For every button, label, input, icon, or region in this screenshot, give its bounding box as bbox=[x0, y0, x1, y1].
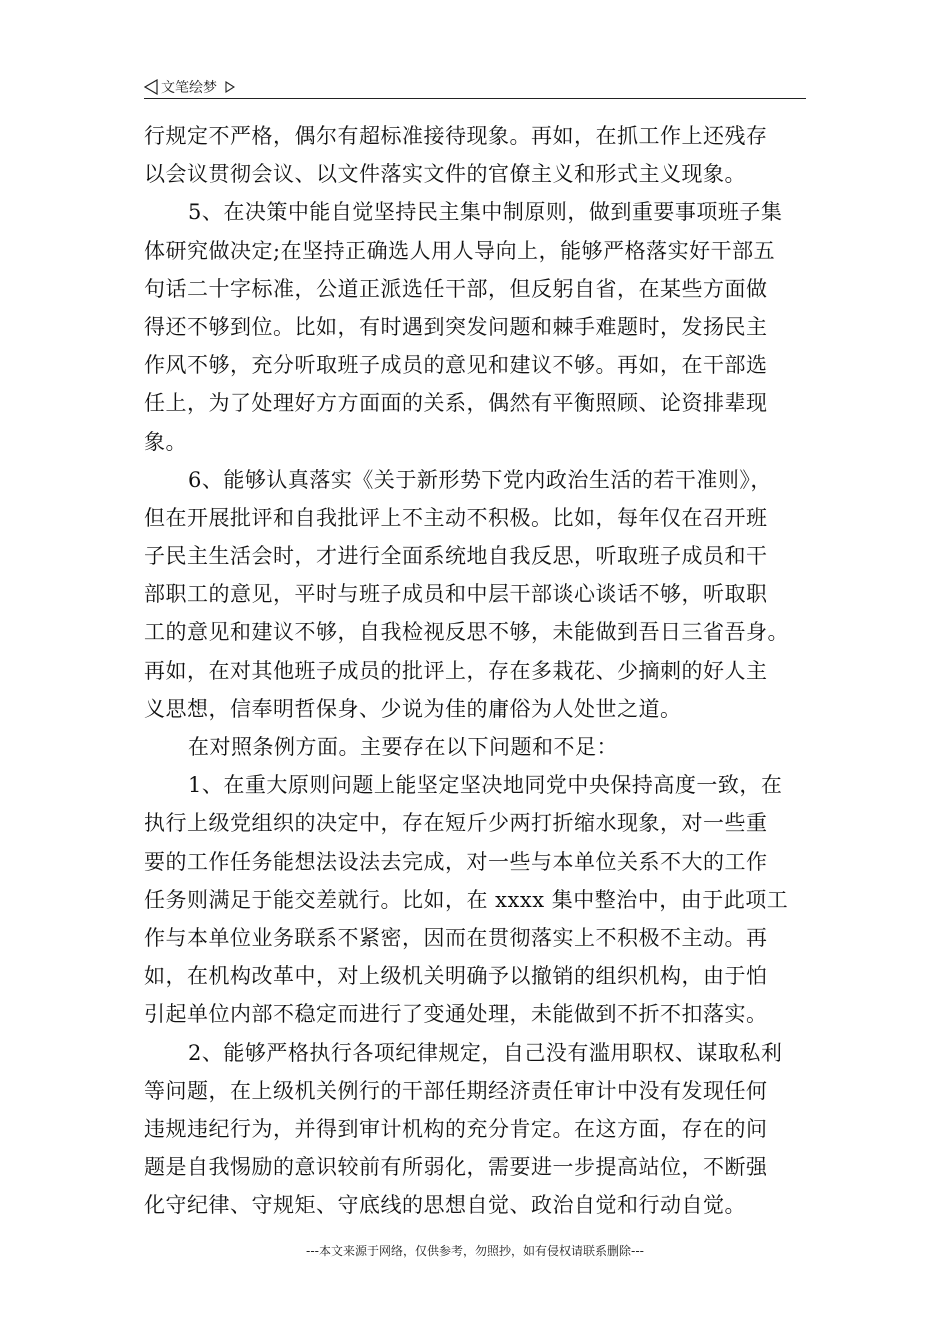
text-line: 6、能够认真落实《关于新形势下党内政治生活的若干准则》， bbox=[188, 467, 772, 492]
text-line: 作风不够，充分听取班子成员的意见和建议不够。再如，在干部选 bbox=[144, 353, 768, 378]
text-line: 再如，在对其他班子成员的批评上，存在多栽花、少摘刺的好人主 bbox=[144, 658, 768, 683]
text-line: 化守纪律、守规矩、守底线的思想自觉、政治自觉和行动自觉。 bbox=[144, 1193, 746, 1218]
text-line: 5、在决策中能自觉坚持民主集中制原则，做到重要事项班子集 bbox=[188, 200, 783, 225]
document-body bbox=[144, 117, 806, 1224]
page-header bbox=[144, 76, 806, 98]
right-triangle-icon bbox=[225, 81, 235, 93]
text-line: 2、能够严格执行各项纪律规定，自己没有滥用职权、谋取私利 bbox=[188, 1040, 783, 1065]
text-line: 1、在重大原则问题上能坚定坚决地同党中央保持高度一致，在 bbox=[188, 773, 783, 798]
text-line: 等问题，在上级机关例行的干部任期经济责任审计中没有发现任何 bbox=[144, 1078, 768, 1103]
text-line: 行规定不严格，偶尔有超标准接待现象。再如，在抓工作上还残存 bbox=[144, 124, 768, 148]
text-line: 任务则满足于能交差就行。比如，在 xxxx 集中整治中，由于此项工 bbox=[144, 887, 789, 912]
text-line: 违规违纪行为，并得到审计机构的充分肯定。在这方面，存在的问 bbox=[144, 1116, 768, 1141]
text-line: 义思想，信奉明哲保身、少说为佳的庸俗为人处世之道。 bbox=[144, 696, 682, 721]
left-triangle-icon bbox=[144, 79, 158, 95]
page-footer: ---本文来源于网络，仅供参考，勿照抄，如有侵权请联系删除--- bbox=[306, 1244, 644, 1258]
text-line: 象。 bbox=[144, 429, 187, 454]
text-line: 部职工的意见，平时与班子成员和中层干部谈心谈话不够，听取职 bbox=[144, 582, 768, 607]
text-line: 句话二十字标准，公道正派选任干部，但反躬自省，在某些方面做 bbox=[144, 276, 768, 301]
text-line: 引起单位内部不稳定而进行了变通处理，未能做到不折不扣落实。 bbox=[144, 1002, 768, 1027]
text-line: 但在开展批评和自我批评上不主动不积极。比如，每年仅在召开班 bbox=[144, 505, 768, 530]
text-line: 得还不够到位。比如，有时遇到突发问题和棘手难题时，发扬民主 bbox=[144, 314, 768, 339]
text-line: 工的意见和建议不够，自我检视反思不够，未能做到吾日三省吾身。 bbox=[144, 620, 789, 645]
text-line: 题是自我惕励的意识较前有所弱化，需要进一步提高站位，不断强 bbox=[144, 1155, 768, 1180]
header-divider bbox=[144, 98, 806, 99]
text-line: 执行上级党组织的决定中，存在短斤少两打折缩水现象，对一些重 bbox=[144, 811, 768, 836]
header-title: 文笔绘梦 bbox=[161, 80, 217, 96]
text-line: 任上，为了处理好方方面面的关系，偶然有平衡照顾、论资排辈现 bbox=[144, 391, 768, 416]
text-line: 以会议贯彻会议、以文件落实文件的官僚主义和形式主义现象。 bbox=[144, 162, 746, 187]
text-line: 如，在机构改革中，对上级机关明确予以撤销的组织机构，由于怕 bbox=[144, 964, 768, 989]
text-line: 要的工作任务能想法设法去完成，对一些与本单位关系不大的工作 bbox=[144, 849, 768, 874]
text-line: 体研究做决定;在坚持正确选人用人导向上，能够严格落实好干部五 bbox=[144, 238, 776, 263]
text-line: 子民主生活会时，才进行全面系统地自我反思，听取班子成员和干 bbox=[144, 544, 768, 569]
text-line: 在对照条例方面。主要存在以下问题和不足： bbox=[188, 735, 618, 759]
text-line: 作与本单位业务联系不紧密，因而在贯彻落实上不积极不主动。再 bbox=[144, 925, 768, 950]
